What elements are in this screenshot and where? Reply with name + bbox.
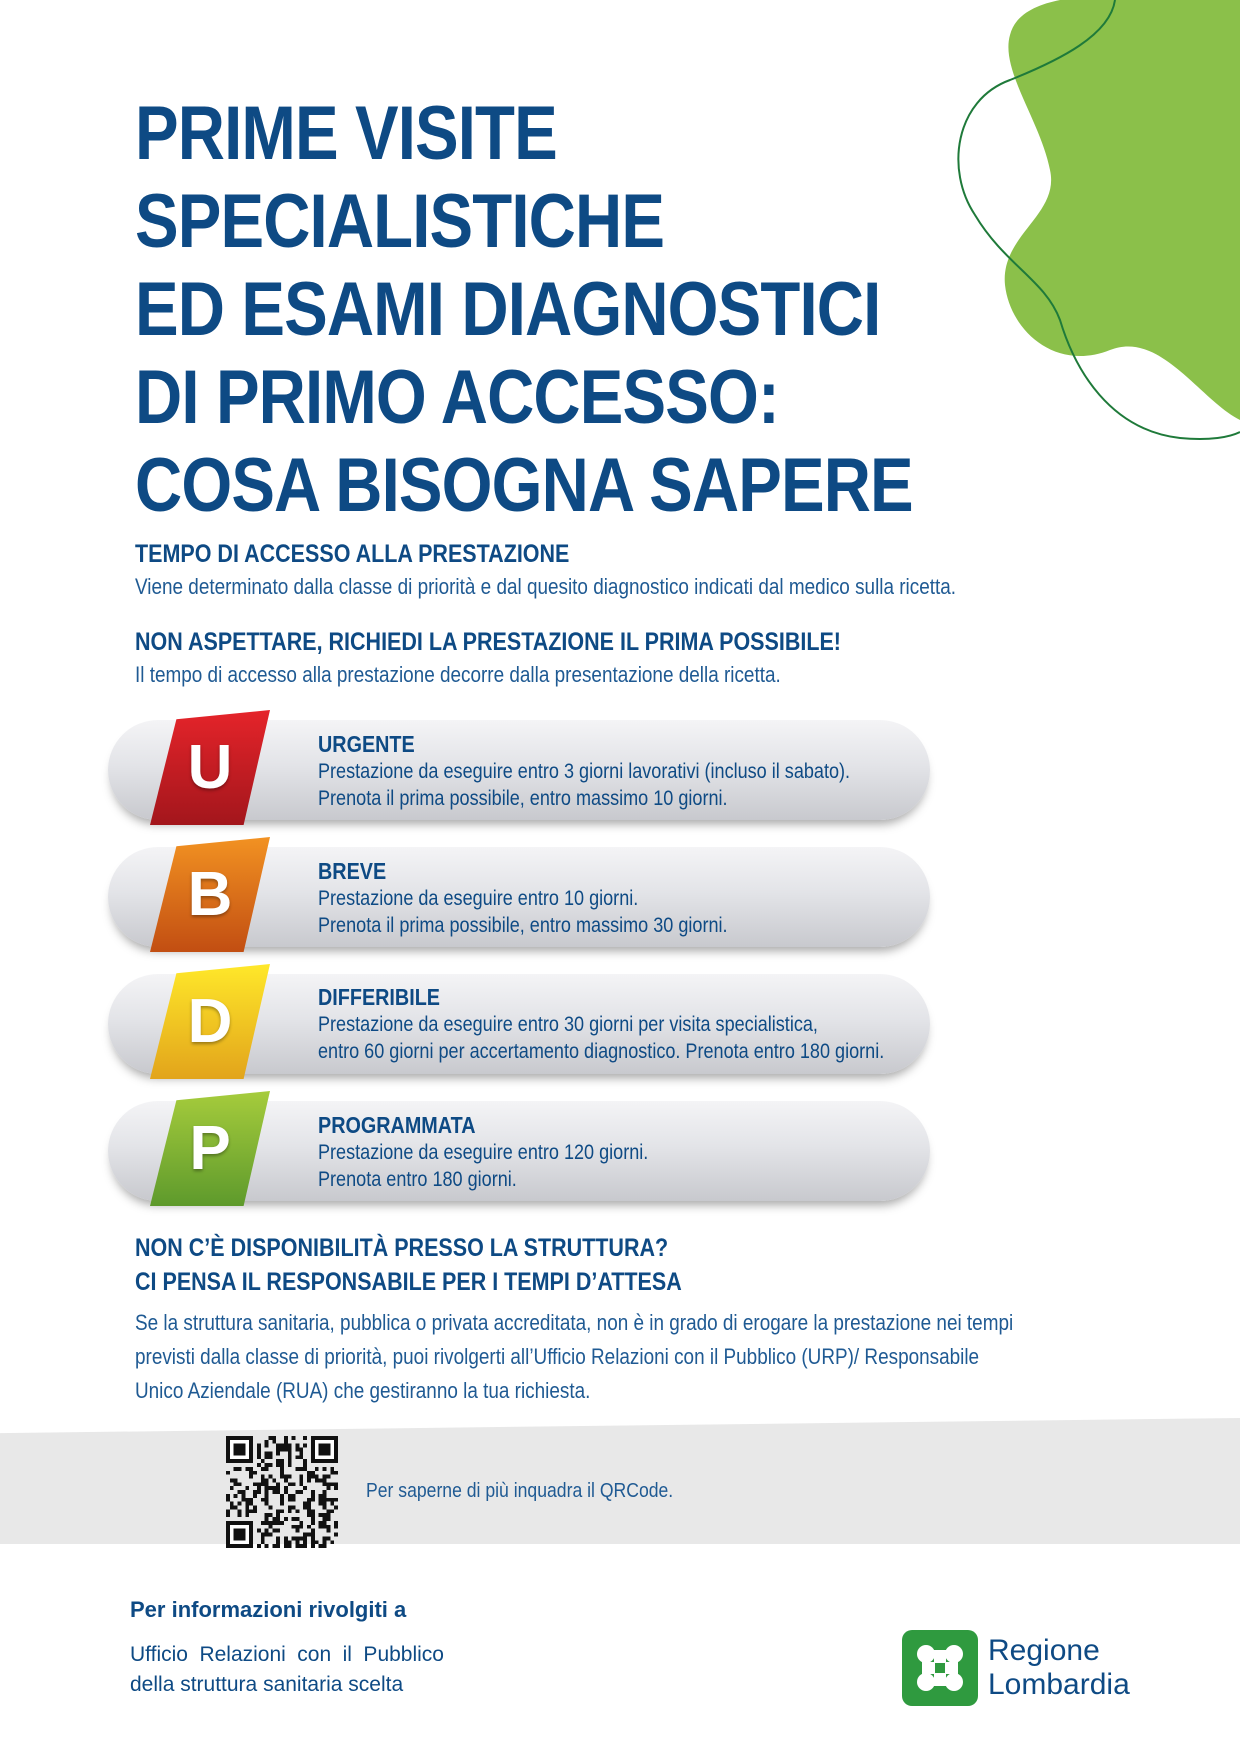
no-availability-heading: NON C’È DISPONIBILITÀ PRESSO LA STRUTTURA? <box>135 1234 669 1262</box>
info-text: Ufficio Relazioni con il Pubblico della struttura sanitaria scelta <box>130 1643 444 1696</box>
dont-wait-heading: NON ASPETTARE, RICHIEDI LA PRESTAZIONE IL PRIMA POSSIBILE! <box>135 628 841 656</box>
page-title <box>135 90 913 530</box>
regione-lombardia-logo-icon <box>902 1630 978 1706</box>
priority-letter: U <box>187 733 233 802</box>
priority-body <box>318 857 728 939</box>
logo-line: Lombardia <box>988 1668 1130 1701</box>
priority-line: Prenota il prima possibile, entro massimo 30 giorni. <box>318 914 728 937</box>
priority-line: Prenota il prima possibile, entro massimo 10 giorni. <box>318 787 728 810</box>
title-line: SPECIALISTICHE <box>135 179 665 264</box>
qr-code-icon[interactable] <box>226 1436 338 1548</box>
title-line: COSA BISOGNA SAPERE <box>135 443 913 528</box>
logo-line: Regione <box>988 1634 1100 1667</box>
title-line: ED ESAMI DIAGNOSTICI <box>135 267 881 352</box>
priority-body <box>318 983 884 1065</box>
priority-letter: P <box>189 1114 231 1183</box>
priority-title: BREVE <box>318 858 387 884</box>
paragraph-line: Unico Aziendale (RUA) che gestiranno la tua richiesta. <box>135 1378 591 1403</box>
info-heading: Per informazioni rivolgiti a <box>130 1597 407 1622</box>
no-availability-heading: CI PENSA IL RESPONSABILE PER I TEMPI D’ATTESA <box>135 1268 682 1296</box>
title-line: PRIME VISITE <box>135 91 557 176</box>
logo-text <box>988 1634 1130 1702</box>
qr-caption: Per saperne di più inquadra il QRCode. <box>366 1480 674 1502</box>
access-time-heading: TEMPO DI ACCESSO ALLA PRESTAZIONE <box>135 540 570 568</box>
priority-line: entro 60 giorni per accertamento diagnostico. Prenota entro 180 giorni. <box>318 1040 885 1063</box>
priority-line: Prestazione da eseguire entro 10 giorni. <box>318 887 639 910</box>
priority-title: PROGRAMMATA <box>318 1112 476 1138</box>
priority-line: Prestazione da eseguire entro 120 giorni. <box>318 1141 649 1164</box>
priority-line: Prenota entro 180 giorni. <box>318 1168 517 1191</box>
priority-letter: D <box>187 987 233 1056</box>
dont-wait-text: Il tempo di accesso alla prestazione decorre dalla presentazione della ricetta. <box>135 662 781 687</box>
paragraph-line: Se la struttura sanitaria, pubblica o privata accreditata, non è in grado di erogare la prestazione nei tempi <box>135 1310 1014 1335</box>
priority-body <box>318 1111 648 1193</box>
no-availability-text <box>135 1306 1013 1408</box>
paragraph-line: previsti dalla classe di priorità, puoi rivolgerti all’Ufficio Relazioni con il Pubblico (URP)/ Responsabile <box>135 1344 980 1369</box>
priority-title: URGENTE <box>318 731 415 757</box>
priority-letter: B <box>187 860 233 929</box>
priority-line: Prestazione da eseguire entro 3 giorni lavorativi (incluso il sabato). <box>318 760 851 783</box>
access-time-text: Viene determinato dalla classe di priorità e dal quesito diagnostico indicati dal medico sulla ricetta. <box>135 574 957 599</box>
priority-title: DIFFERIBILE <box>318 984 440 1010</box>
title-line: DI PRIMO ACCESSO: <box>135 355 779 440</box>
priority-body <box>318 730 850 812</box>
priority-line: Prestazione da eseguire entro 30 giorni per visita specialistica, <box>318 1013 818 1036</box>
